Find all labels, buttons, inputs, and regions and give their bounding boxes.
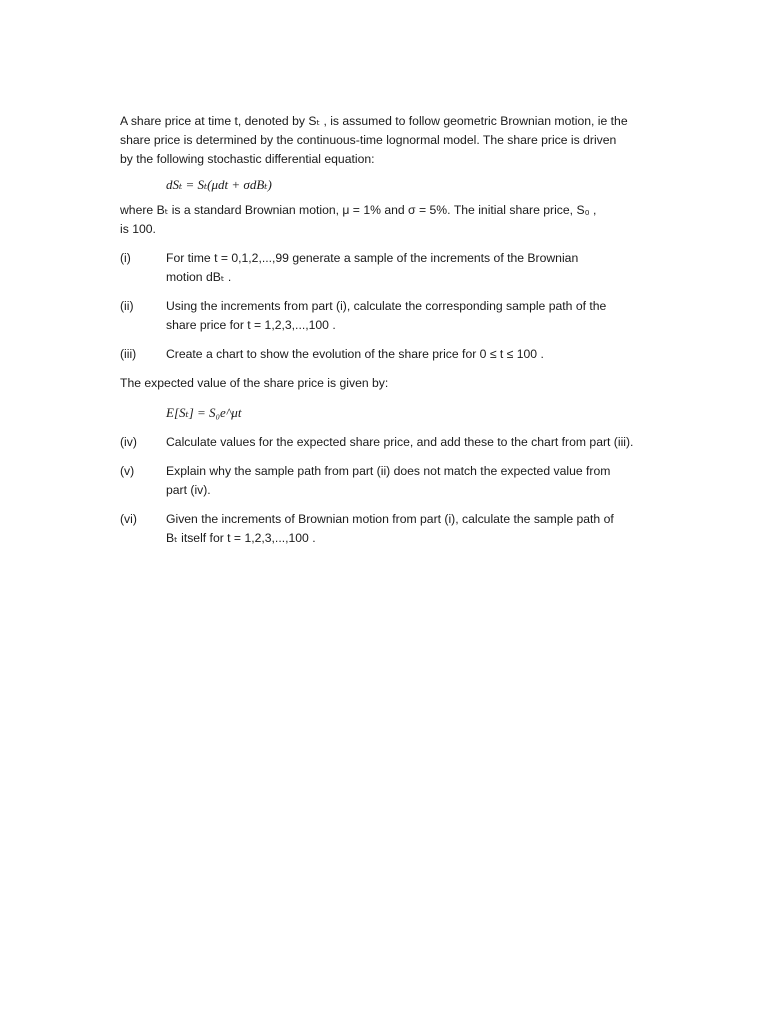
item-line: share price for t = 1,2,3,...,100 . [166, 318, 336, 332]
item-text [166, 510, 665, 548]
item-number: (iii) [120, 347, 137, 361]
intro-line-1: A share price at time t, denoted by Sₜ , is assumed to follow geometric Brownian motion, ie the [120, 114, 628, 128]
item-text [166, 249, 665, 287]
item-text [166, 345, 665, 364]
item-number: (i) [120, 251, 131, 265]
item-line: For time t = 0,1,2,...,99 generate a sample of the increments of the Brownian [166, 251, 579, 265]
intro-paragraph [120, 112, 665, 169]
item-line: part (iv). [166, 483, 211, 497]
question-item-iii [120, 345, 665, 364]
document-content [120, 112, 665, 548]
item-number: (ii) [120, 299, 134, 313]
question-item-i [120, 249, 665, 287]
item-line: Explain why the sample path from part (ii) does not match the expected value from [166, 464, 611, 478]
parameters-paragraph [120, 201, 665, 239]
item-number: (v) [120, 464, 135, 478]
intro-line-3: by the following stochastic differential equation: [120, 152, 375, 166]
item-line: Bₜ itself for t = 1,2,3,...,100 . [166, 531, 316, 545]
question-item-v [120, 462, 665, 500]
params-line-2: is 100. [120, 222, 156, 236]
params-line-1: where Bₜ is a standard Brownian motion, μ = 1% and σ = 5%. The initial share price, S₀ , [120, 203, 597, 217]
item-number: (vi) [120, 512, 137, 526]
item-line: Calculate values for the expected share price, and add these to the chart from part (iii). [166, 435, 634, 449]
question-item-ii [120, 297, 665, 335]
item-line: Given the increments of Brownian motion from part (i), calculate the sample path of [166, 512, 614, 526]
item-line: Create a chart to show the evolution of the share price for 0 ≤ t ≤ 100 . [166, 347, 544, 361]
question-item-iv [120, 433, 665, 452]
sde-equation: dSₜ = Sₜ(μdt + σdBₜ) [166, 177, 272, 192]
item-line: motion dBₜ . [166, 270, 232, 284]
item-text [166, 433, 665, 452]
item-line: Using the increments from part (i), calculate the corresponding sample path of the [166, 299, 607, 313]
question-item-vi [120, 510, 665, 548]
item-number: (iv) [120, 435, 137, 449]
intro-line-2: share price is determined by the continuous-time lognormal model. The share price is driven [120, 133, 617, 147]
item-text [166, 297, 665, 335]
expected-value-equation: E[Sₜ] = S₀e^μt [166, 405, 242, 420]
expected-value-intro: The expected value of the share price is given by: [120, 376, 389, 390]
item-text [166, 462, 665, 500]
